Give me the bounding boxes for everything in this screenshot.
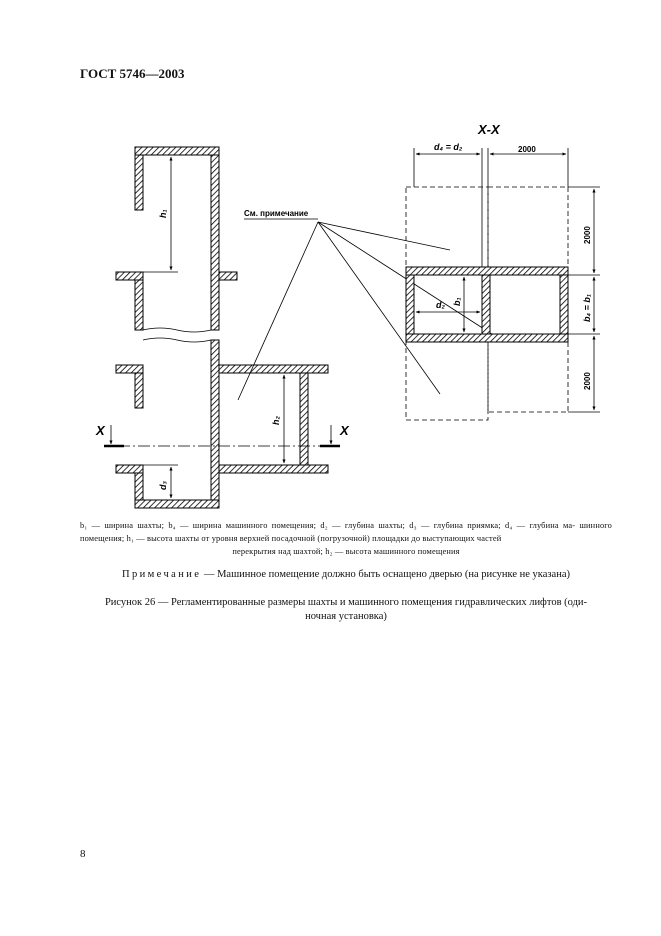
dimension-top xyxy=(414,148,568,267)
break-line xyxy=(143,328,211,342)
document-code: ГОСТ 5746—2003 xyxy=(80,66,185,81)
figure-caption xyxy=(80,596,612,624)
page-number: 8 xyxy=(80,848,86,860)
section-title: X-X xyxy=(478,122,500,137)
label-h2: h₂ xyxy=(271,416,281,425)
note-reference-label: См. примечание xyxy=(244,209,309,218)
label-d2: d₂ xyxy=(436,300,445,310)
dimension-h2 xyxy=(280,373,300,465)
section-letter-right: X xyxy=(340,423,349,438)
label-b4-eq-b1: b₄ = b₁ xyxy=(582,293,592,322)
note-text: — Машинное помещение должно быть оснащено дверью (на рисунке не указана) xyxy=(201,569,570,580)
label-top-2000: 2000 xyxy=(518,145,536,154)
figure-note xyxy=(80,569,612,580)
legend-line-3: перекрытия над шахтой; h₂ — высота машинного помещения xyxy=(232,547,460,556)
section-letter-left: X xyxy=(96,423,105,438)
legend-line-1: b₁ — ширина шахты; b₄ — ширина машинного помещения; d₂ — глубина шахты; d₃ — глубина приямка; d₄ — глубина ма- xyxy=(80,521,576,530)
section-mark-right xyxy=(320,425,340,446)
shaft-lower-walls xyxy=(116,340,328,508)
label-b1: b₁ xyxy=(452,297,462,306)
figure-legend xyxy=(80,519,612,558)
caption-line-1: Рисунок 26 — Регламентированные размеры шахты и машинного помещения гидравлических лифтов (оди- xyxy=(104,597,588,608)
dimension-inner xyxy=(416,277,480,332)
caption-line-2: ночная установка) xyxy=(305,611,387,622)
label-h1: h₁ xyxy=(158,209,168,218)
label-right-2000-top: 2000 xyxy=(583,226,592,244)
note-prefix: Примечание xyxy=(121,569,202,580)
section-mark-left xyxy=(104,425,124,446)
plan-walls xyxy=(406,267,568,342)
shaft-upper-walls xyxy=(116,147,237,330)
label-d3: d₃ xyxy=(158,481,168,490)
label-right-2000-bottom: 2000 xyxy=(583,372,592,390)
label-d4-eq-d2: d₄ = d₂ xyxy=(434,142,463,152)
legend-line-2: шинного помещения; h₁ — высота шахты от уровня верхней посадочной (погрузочной) площадки до выступающих частей xyxy=(80,521,612,543)
